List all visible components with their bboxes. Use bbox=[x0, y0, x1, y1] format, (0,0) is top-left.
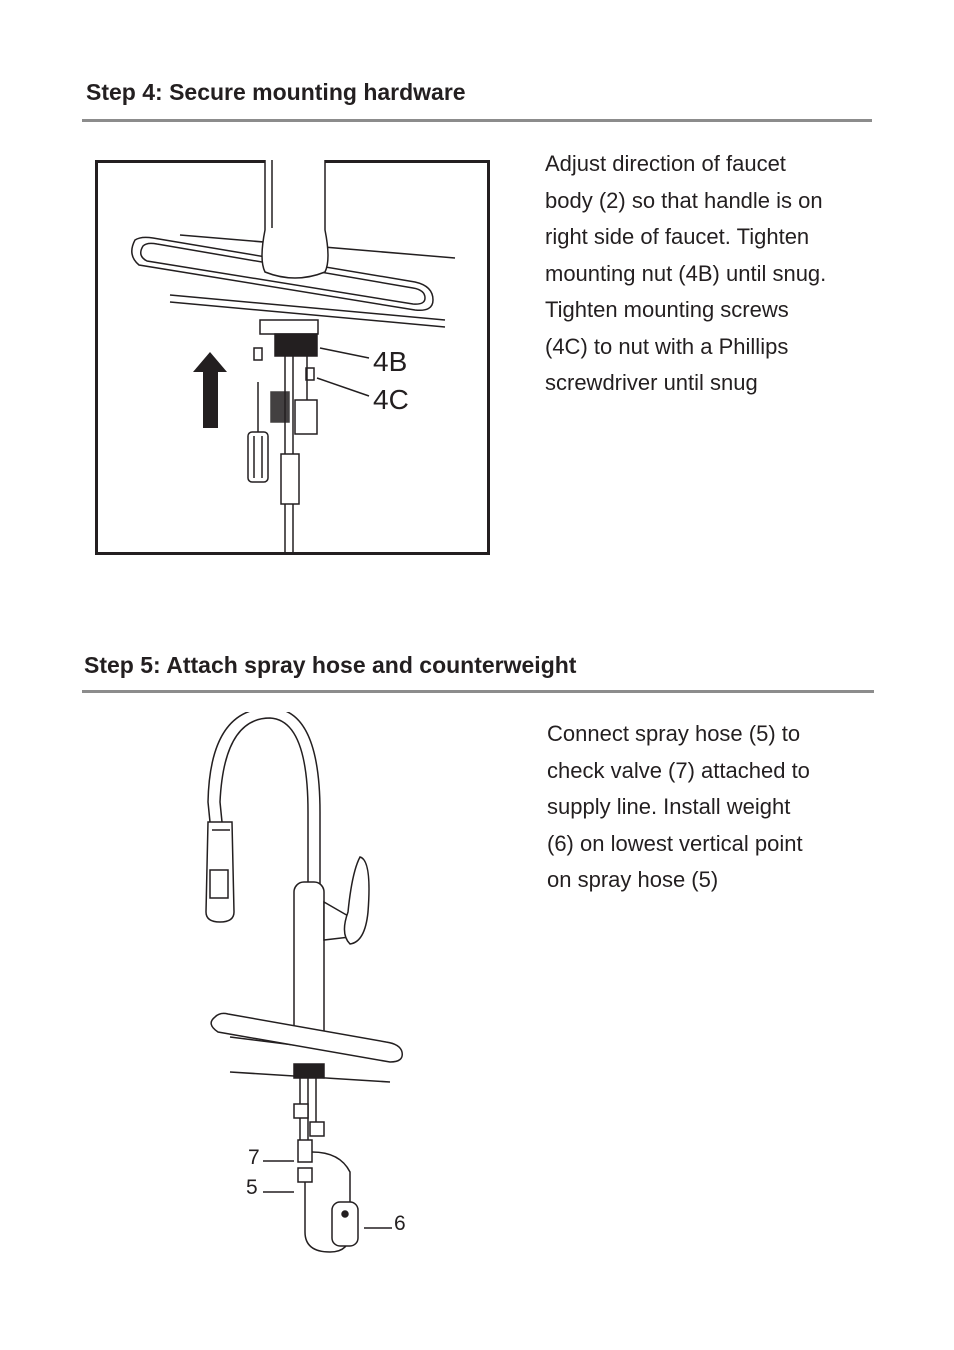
spray-hose-loop bbox=[312, 1152, 350, 1204]
callout-label-4b: 4B bbox=[373, 346, 408, 377]
callout-label-5: 5 bbox=[246, 1176, 258, 1199]
step4-illustration bbox=[95, 160, 491, 556]
step5-line: supply line. Install weight bbox=[547, 794, 791, 819]
step4-line: right side of faucet. Tighten bbox=[545, 224, 810, 249]
callout-label-6: 6 bbox=[394, 1212, 406, 1235]
callout-label-7: 7 bbox=[248, 1146, 260, 1169]
step5-heading: Step 5: Attach spray hose and counterweight bbox=[84, 652, 577, 678]
hose-coupling bbox=[281, 454, 299, 504]
step5-line: Connect spray hose (5) to bbox=[547, 721, 801, 746]
step4-line: (4C) to nut with a Phillips bbox=[545, 333, 789, 359]
step4-divider bbox=[82, 119, 872, 122]
step4-instructions bbox=[545, 146, 826, 402]
faucet-body bbox=[294, 882, 324, 1042]
step5-illustration bbox=[200, 712, 420, 1272]
step4-line: Tighten mounting screws bbox=[545, 297, 789, 322]
step5-instructions bbox=[547, 716, 810, 899]
shank bbox=[260, 320, 318, 334]
step5-divider bbox=[82, 690, 874, 693]
step5-line: (6) on lowest vertical point bbox=[547, 830, 803, 856]
hose-connector bbox=[298, 1168, 312, 1182]
step5-line: on spray hose (5) bbox=[547, 867, 719, 892]
supply-fitting bbox=[295, 400, 317, 434]
faucet-handle bbox=[344, 857, 369, 944]
step4-line: mounting nut (4B) until snug. bbox=[545, 260, 827, 286]
step4-heading: Step 4: Secure mounting hardware bbox=[86, 79, 466, 105]
screwdriver-handle bbox=[248, 432, 268, 482]
step5-line: check valve (7) attached to bbox=[547, 757, 810, 783]
callout-label-4c: 4C bbox=[373, 384, 409, 415]
step4-line: screwdriver until snug bbox=[545, 370, 758, 395]
supply-fitting bbox=[271, 392, 289, 422]
mounting-screw bbox=[254, 348, 262, 360]
hose-weight bbox=[332, 1202, 358, 1246]
check-valve bbox=[298, 1140, 312, 1162]
supply-fitting bbox=[310, 1122, 324, 1136]
supply-fitting bbox=[294, 1104, 308, 1118]
step4-line: Adjust direction of faucet bbox=[545, 151, 786, 176]
spray-button bbox=[210, 870, 228, 898]
mounting-nut bbox=[294, 1064, 324, 1078]
mounting-nut bbox=[275, 334, 317, 356]
step4-line: body (2) so that handle is on bbox=[545, 187, 823, 213]
